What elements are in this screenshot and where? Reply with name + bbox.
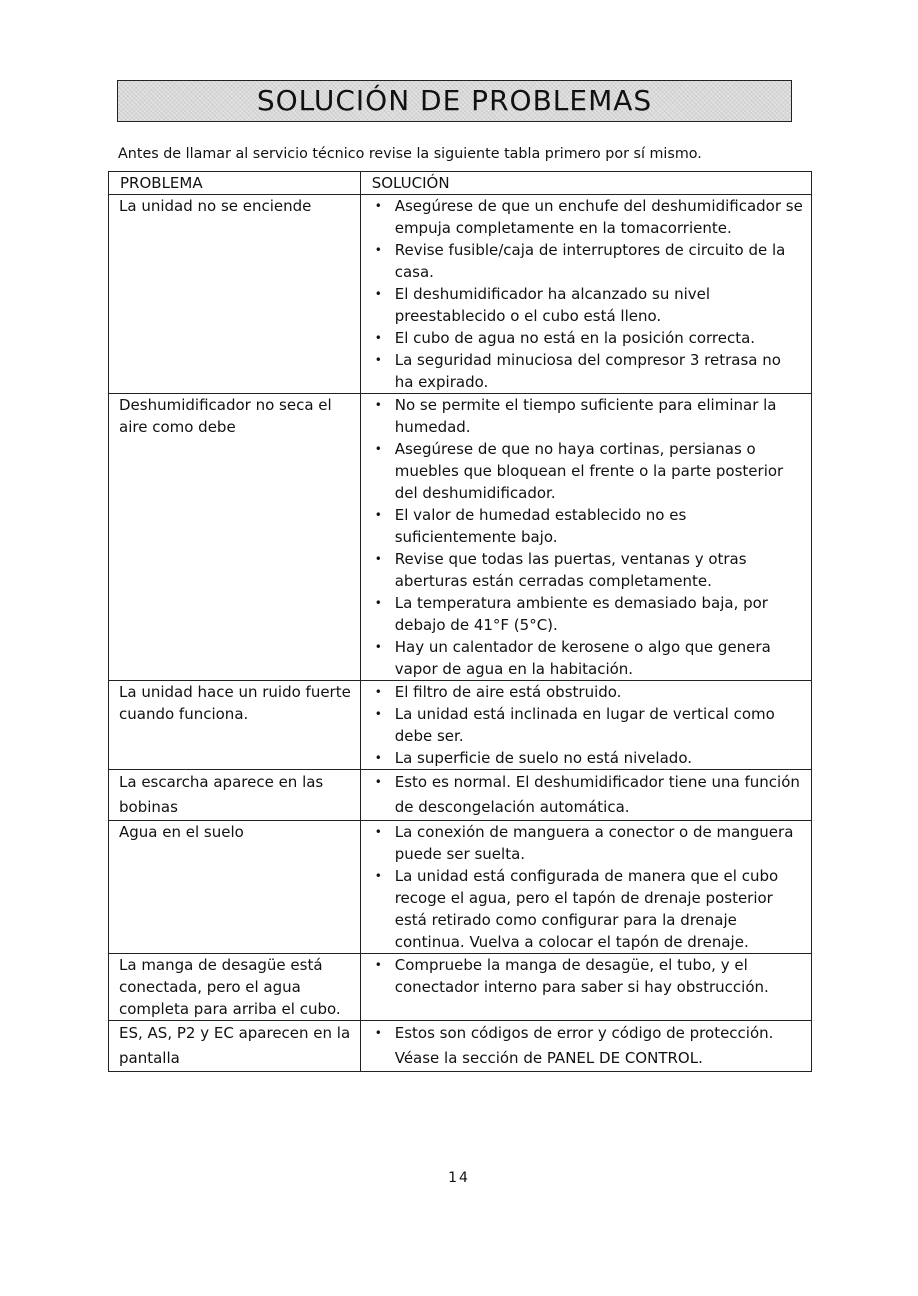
page-number: 14 <box>448 1170 470 1186</box>
page-title: SOLUCIÓN DE PROBLEMAS <box>256 84 653 117</box>
solution-list <box>373 770 803 820</box>
header-problem: PROBLEMA <box>109 172 361 195</box>
solution-list <box>373 681 803 769</box>
solution-item: • Revise fusible/caja de interruptores de circuito de la casa. <box>373 239 803 283</box>
header-solution: SOLUCIÓN <box>360 172 811 195</box>
solution-list <box>373 954 803 998</box>
solution-item: • La unidad está inclinada en lugar de vertical como debe ser. <box>373 703 803 747</box>
solution-item: • Hay un calentador de kerosene o algo que genera vapor de agua en la habitación. <box>373 636 803 680</box>
table-row <box>109 954 812 1021</box>
table-row <box>109 681 812 770</box>
solution-cell <box>360 770 811 821</box>
problem-cell: La unidad hace un ruido fuerte cuando funciona. <box>109 681 361 770</box>
problem-cell: ES, AS, P2 y EC aparecen en la pantalla <box>109 1021 361 1072</box>
solution-item: • Estos son códigos de error y código de protección. Véase la sección de PANEL DE CONTROL. <box>373 1021 803 1071</box>
problem-cell: La escarcha aparece en las bobinas <box>109 770 361 821</box>
solution-item: • El deshumidificador ha alcanzado su nivel preestablecido o el cubo está lleno. <box>373 283 803 327</box>
table-header-row <box>109 172 812 195</box>
solution-item: • No se permite el tiempo suficiente para eliminar la humedad. <box>373 394 803 438</box>
solution-list <box>373 821 803 953</box>
solution-item: • El valor de humedad establecido no es suficientemente bajo. <box>373 504 803 548</box>
problem-cell: Deshumidificador no seca el aire como debe <box>109 394 361 681</box>
table-row <box>109 770 812 821</box>
solution-item: • La conexión de manguera a conector o de manguera puede ser suelta. <box>373 821 803 865</box>
solution-list <box>373 1021 803 1071</box>
solution-cell <box>360 394 811 681</box>
solution-item: • El filtro de aire está obstruido. <box>373 681 803 703</box>
troubleshooting-table <box>108 171 812 1072</box>
table-row <box>109 394 812 681</box>
solution-item: • El cubo de agua no está en la posición correcta. <box>373 327 803 349</box>
problem-cell: La manga de desagüe está conectada, pero el agua completa para arriba el cubo. <box>109 954 361 1021</box>
problem-cell: Agua en el suelo <box>109 821 361 954</box>
solution-cell <box>360 954 811 1021</box>
table-row <box>109 1021 812 1072</box>
solution-item: • Revise que todas las puertas, ventanas y otras aberturas están cerradas completamente. <box>373 548 803 592</box>
solution-cell <box>360 1021 811 1072</box>
solution-item: • La temperatura ambiente es demasiado baja, por debajo de 41°F (5°C). <box>373 592 803 636</box>
solution-cell <box>360 195 811 394</box>
solution-item: • Compruebe la manga de desagüe, el tubo, y el conectador interno para saber si hay obstrucción. <box>373 954 803 998</box>
solution-cell <box>360 821 811 954</box>
solution-list <box>373 195 803 393</box>
title-banner <box>117 80 792 122</box>
solution-item: • Esto es normal. El deshumidificador tiene una función de descongelación automática. <box>373 770 803 820</box>
table-row <box>109 821 812 954</box>
solution-item: • La seguridad minuciosa del compresor 3 retrasa no ha expirado. <box>373 349 803 393</box>
solution-item: • La unidad está configurada de manera que el cubo recoge el agua, pero el tapón de drenaje posterior está retirado como configurar para la drenaje continua. Vuelva a colocar el tapón de drenaje. <box>373 865 803 953</box>
table-row <box>109 195 812 394</box>
solution-item: • La superficie de suelo no está nivelado. <box>373 747 803 769</box>
solution-item: • Asegúrese de que no haya cortinas, persianas o muebles que bloquean el frente o la parte posterior del deshumidificador. <box>373 438 803 504</box>
solution-cell <box>360 681 811 770</box>
solution-item: • Asegúrese de que un enchufe del deshumidificador se empuja completamente en la tomacorriente. <box>373 195 803 239</box>
intro-text: Antes de llamar al servicio técnico revise la siguiente tabla primero por sí mismo. <box>118 146 702 162</box>
solution-list <box>373 394 803 680</box>
problem-cell: La unidad no se enciende <box>109 195 361 394</box>
